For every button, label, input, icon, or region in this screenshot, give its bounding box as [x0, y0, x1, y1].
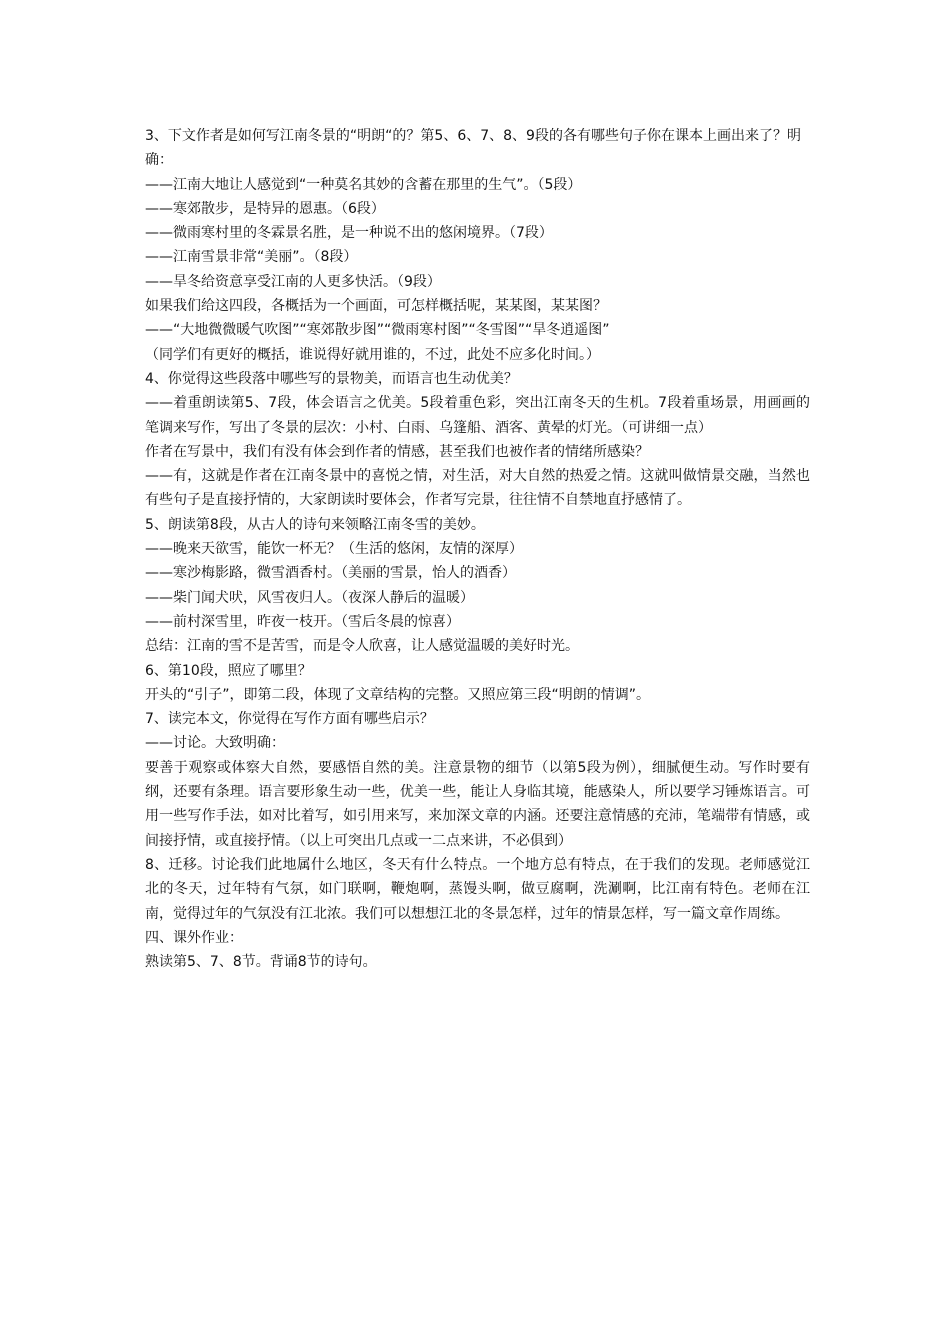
question-3-prompt: 3、下文作者是如何写江南冬景的“明朗“的？第5、6、7、8、9段的各有哪些句子你在课本上画出来了？明确： — [145, 128, 801, 169]
question-7-discussion: ——讨论。大致明确： — [145, 735, 285, 752]
poem-line-4: ——前村深雪里，昨夜一枝开。（雪后冬晨的惊喜） — [145, 613, 460, 630]
question-7-prompt: 7、读完本文，你觉得在写作方面有哪些启示？ — [145, 711, 434, 728]
question-6-prompt: 6、第10段，照应了哪里？ — [145, 662, 312, 679]
question-7-answer: 要善于观察或体察大自然，要感悟自然的美。注意景物的细节（以第5段为例），细腻便生动。写作时要有纲，还要有条理。语言要形象生动一些，优美一些，能让人身临其境，能感染人，所以要学习锤炼语言。可用一些写作手法，如对比着写，如引用来写，来加深文章的内涵。还要注意情感的充沛，笔端带有情感，或间接抒情，或直接抒情。（以上可突出几点或一二点来讲，不必俱到） — [145, 759, 810, 849]
answer-paragraph-7: ——微雨寒村里的冬霖景名胜，是一种说不出的悠闲境界。（7段） — [145, 225, 553, 242]
homework-heading: 四、课外作业： — [145, 929, 243, 946]
question-6-answer: 开头的“引子”，即第二段，体现了文章结构的完整。又照应第三段“明朗的情调”。 — [145, 686, 651, 703]
question-8-transfer: 8、迁移。讨论我们此地属什么地区，冬天有什么特点。一个地方总有特点，在于我们的发现。老师感觉江北的冬天，过年特有气氛，如门联啊，鞭炮啊，蒸馒头啊，做豆腐啊，洗涮啊，比江南有特色。老师在江南，觉得过年的气氛没有江北浓。我们可以想想江北的冬景怎样，过年的情景怎样，写一篇文章作周练。 — [145, 856, 810, 922]
document-body — [145, 124, 810, 974]
answer-paragraph-9: ——旱冬给资意享受江南的人更多快活。（9段） — [145, 273, 441, 290]
summary-question: 如果我们给这四段，各概括为一个画面，可怎样概括呢，某某图，某某图？ — [145, 298, 607, 315]
snow-summary: 总结：江南的雪不是苦雪，而是令人欣喜，让人感觉温暖的美好时光。 — [145, 638, 579, 655]
poem-line-3: ——柴门闻犬吠，风雪夜归人。（夜深人静后的温暖） — [145, 589, 474, 606]
poem-line-2: ——寒沙梅影路，微雪酒香村。（美丽的雪景，怡人的酒香） — [145, 565, 516, 582]
homework-content: 熟读第5、7、8节。背诵8节的诗句。 — [145, 954, 377, 971]
answer-paragraph-8: ——江南雪景非常“美丽”。（8段） — [145, 249, 358, 266]
emotion-question: 作者在写景中，我们有没有体会到作者的情感，甚至我们也被作者的情绪所感染？ — [145, 443, 649, 460]
poem-line-1: ——晚来天欲雪，能饮一杯无？（生活的悠闲，友情的深厚） — [145, 541, 523, 558]
answer-paragraph-5: ——江南大地让人感觉到“一种莫名其妙的含蓄在那里的生气”。（5段） — [145, 176, 582, 193]
question-5-prompt: 5、朗读第8段，从古人的诗句来领略江南冬雪的美妙。 — [145, 516, 485, 533]
summary-answer: ——“大地微微暖气吹图”“寒郊散步图”“微雨寒村图”“冬雪图”“旱冬逍遥图” — [145, 322, 610, 339]
question-4-answer: ——着重朗读第5、7段，体会语言之优美。5段着重色彩，突出江南冬天的生机。7段着重场景，用画画的笔调来写作，写出了冬景的层次：小村、白雨、乌篷船、酒客、黄晕的灯光。（可讲细一点） — [145, 395, 810, 436]
teacher-note: （同学们有更好的概括，谁说得好就用谁的，不过，此处不应多化时间。） — [145, 346, 600, 363]
answer-paragraph-6: ——寒郊散步，是特异的恩惠。（6段） — [145, 200, 385, 217]
emotion-answer: ——有，这就是作者在江南冬景中的喜悦之情，对生活，对大自然的热爱之情。这就叫做情景交融，当然也有些句子是直接抒情的，大家朗读时要体会，作者写完景，往往情不自禁地直抒感情了。 — [145, 468, 810, 509]
question-4-prompt: 4、你觉得这些段落中哪些写的景物美，而语言也生动优美？ — [145, 370, 518, 387]
